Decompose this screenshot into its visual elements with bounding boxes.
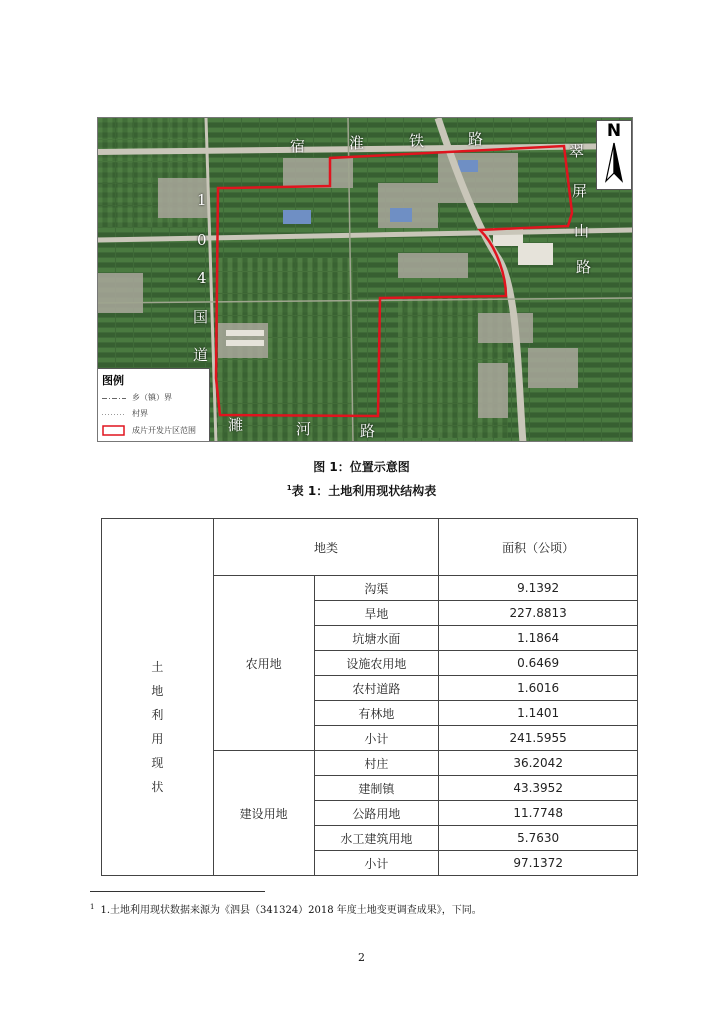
north-arrow (596, 120, 632, 190)
legend-title: 图例 (102, 374, 124, 387)
cell-area: 241.5955 (439, 726, 638, 751)
road-label-left-2: 0 (197, 231, 207, 249)
cell-area: 97.1372 (439, 851, 638, 876)
page-number: 2 (358, 951, 365, 964)
cell-area: 36.2042 (439, 751, 638, 776)
cell-area: 227.8813 (439, 601, 638, 626)
red-box-icon (102, 425, 126, 437)
footnote-divider (90, 891, 265, 892)
map-legend (98, 368, 210, 442)
cell-type: 村庄 (314, 751, 439, 776)
cell-type: 有林地 (314, 701, 439, 726)
header-land-type: 地类 (213, 519, 439, 576)
road-label-top-1: 宿 (290, 137, 306, 155)
cell-area: 0.6469 (439, 651, 638, 676)
figure-caption: 图 1：位置示意图 (313, 460, 410, 474)
road-label-bottom-1: 濉 (228, 416, 244, 434)
cell-type: 建制镇 (314, 776, 439, 801)
cell-area: 1.6016 (439, 676, 638, 701)
footnote (90, 901, 482, 916)
road-label-right-3: 山 (574, 222, 590, 240)
road-label-right-1: 翠 (569, 142, 585, 160)
cell-area: 9.1392 (439, 576, 638, 601)
footnote-mark: 1 (90, 902, 95, 911)
cell-area: 5.7630 (439, 826, 638, 851)
dash-dot-line-icon (102, 397, 126, 400)
cell-area: 1.1401 (439, 701, 638, 726)
dotted-line-icon (102, 413, 126, 416)
table-caption-text: 表 1：土地利用现状结构表 (291, 484, 437, 498)
side-label-char: 用 (151, 732, 164, 746)
road-label-top-4: 路 (468, 130, 484, 148)
table-caption-footnote-mark: 1 (286, 484, 292, 492)
table-caption (0, 482, 723, 499)
cell-type: 水工建筑用地 (314, 826, 439, 851)
north-arrow-icon (597, 121, 631, 189)
legend-item-village-boundary (102, 408, 208, 420)
group-name-agricultural: 农用地 (213, 576, 314, 751)
road-label-left-1: 1 (197, 191, 207, 209)
location-map (97, 117, 633, 442)
north-label: N (606, 121, 622, 141)
cell-type: 农村道路 (314, 676, 439, 701)
legend-item-development-area (102, 425, 208, 437)
cell-type: 设施农用地 (314, 651, 439, 676)
cell-area: 43.3952 (439, 776, 638, 801)
road-label-left-4: 国 (193, 308, 209, 326)
footnote-text: 1.土地利用现状数据来源为《泗县（341324）2018 年度土地变更调查成果》，下同。 (100, 905, 482, 916)
side-label-char: 利 (151, 708, 164, 722)
legend-item-label: 成片开发片区范围 (132, 426, 196, 435)
side-label-char: 地 (151, 684, 164, 698)
side-label-char: 现 (151, 756, 164, 770)
road-label-right-2: 屏 (572, 182, 588, 200)
land-use-table (101, 518, 638, 876)
legend-item-label: 村界 (132, 409, 148, 418)
table-header-row (102, 519, 638, 576)
cell-area: 1.1864 (439, 626, 638, 651)
road-label-left-3: 4 (197, 269, 207, 287)
header-area: 面积（公顷） (439, 519, 638, 576)
cell-type: 坑塘水面 (314, 626, 439, 651)
cell-type: 小计 (314, 726, 439, 751)
group-name-construction: 建设用地 (213, 751, 314, 876)
road-label-top-3: 铁 (409, 132, 425, 150)
cell-type: 公路用地 (314, 801, 439, 826)
table-side-label (102, 519, 214, 876)
side-label-char: 状 (151, 780, 164, 794)
cell-type: 小计 (314, 851, 439, 876)
cell-type: 沟渠 (314, 576, 439, 601)
road-label-bottom-2: 河 (296, 420, 312, 438)
road-label-top-2: 淮 (349, 134, 365, 152)
legend-item-label: 乡（镇）界 (132, 393, 172, 402)
road-label-bottom-3: 路 (360, 422, 376, 440)
cell-area: 11.7748 (439, 801, 638, 826)
road-label-left-5: 道 (193, 346, 209, 364)
cell-type: 旱地 (314, 601, 439, 626)
legend-item-township-boundary (102, 392, 208, 404)
road-label-right-4: 路 (576, 258, 592, 276)
side-label-char: 土 (151, 660, 164, 674)
